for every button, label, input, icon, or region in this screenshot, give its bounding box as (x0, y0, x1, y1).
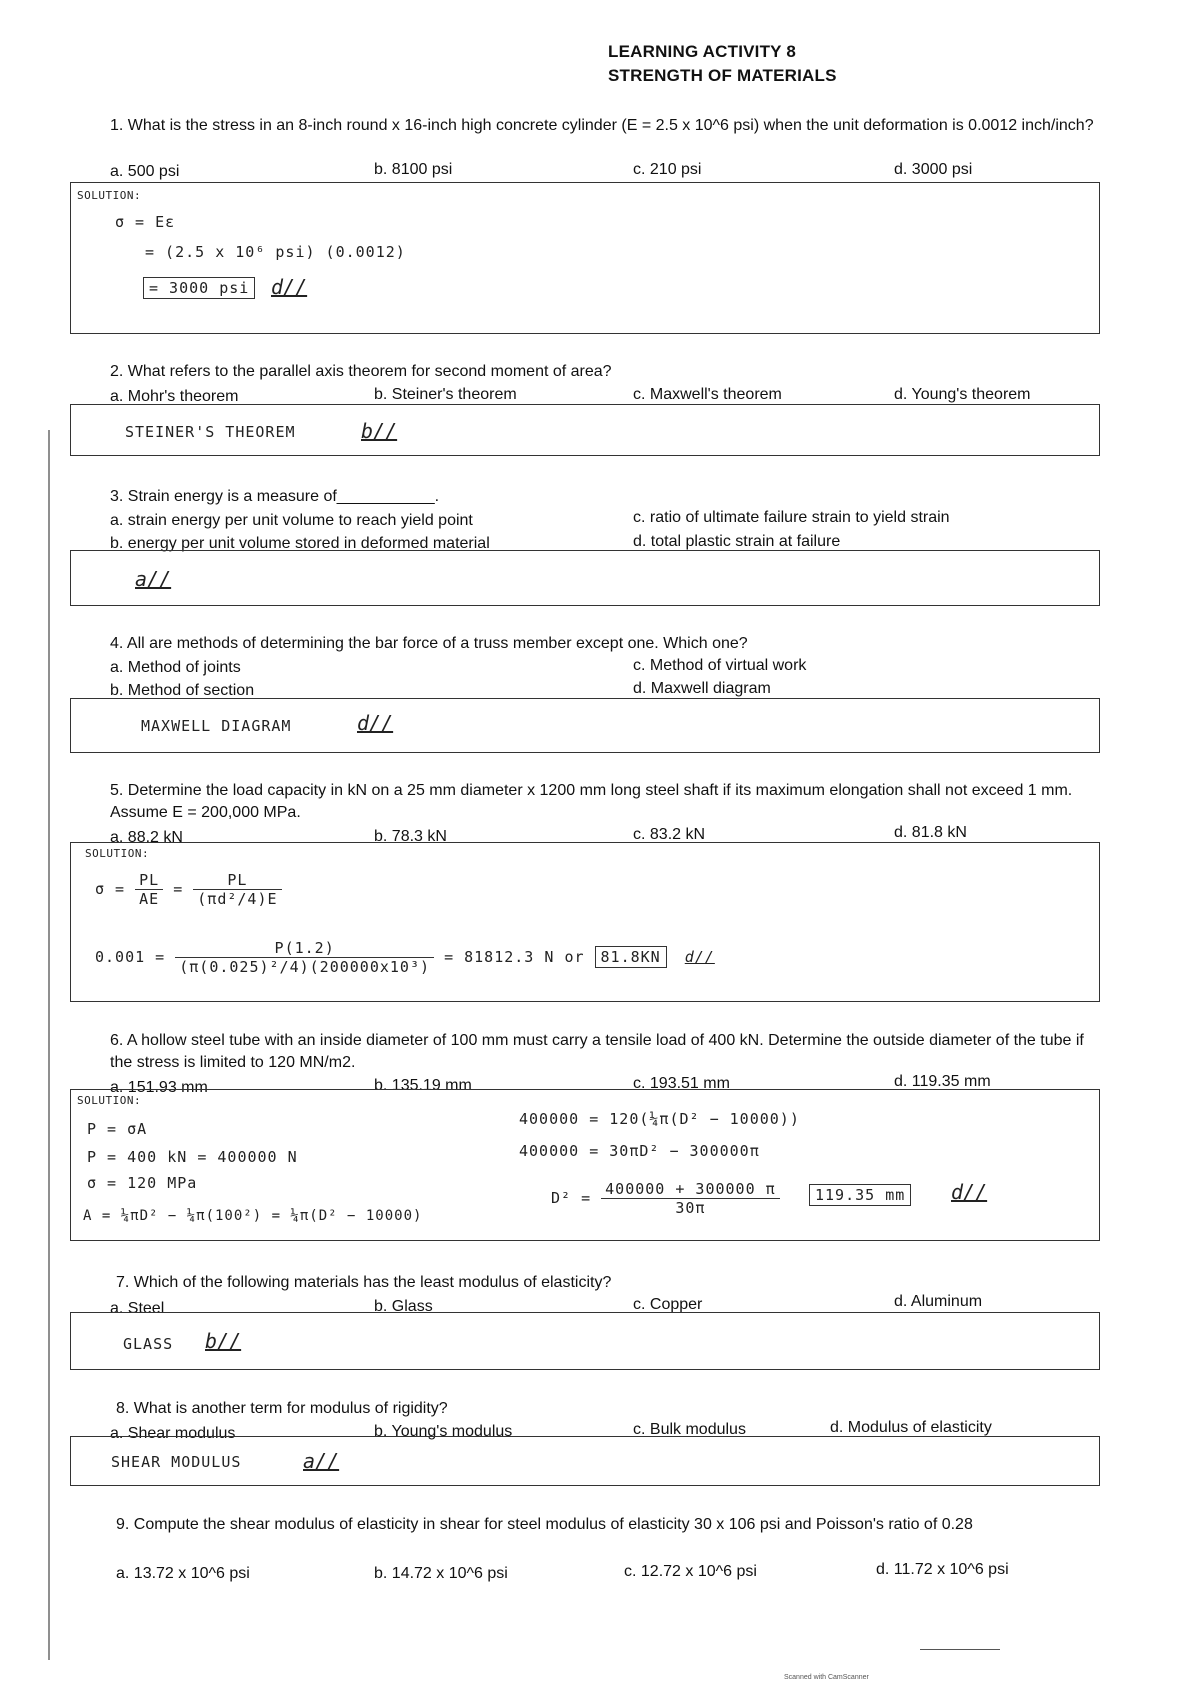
q1-final-answer: d// (271, 275, 308, 299)
question-7-text: 7. Which of the following materials has the least modulus of elasticity? (116, 1274, 612, 1291)
q6-final-answer: d// (951, 1180, 988, 1204)
q6-work-line-1: P = σA (87, 1120, 148, 1138)
q8-work-answer: SHEAR MODULUS (111, 1453, 242, 1471)
q3-answer-box (70, 550, 1100, 606)
q5-frac-2-den: (πd²/4)E (197, 890, 278, 908)
q6-frac-den: 30π (675, 1199, 706, 1217)
q6-answer-box (70, 1089, 1100, 1241)
q2-option-a: a. Mohr's theorem (110, 388, 239, 405)
q8-final-answer: a// (303, 1449, 340, 1473)
q5-frac-3-num: P(1.2) (175, 939, 434, 958)
q2-option-c: c. Maxwell's theorem (633, 386, 782, 403)
q6-work-line-4: A = ¼πD² − ¼π(100²) = ¼π(D² − 10000) (83, 1208, 423, 1224)
q5-frac-3 (175, 939, 434, 976)
q7-option-a: a. Steel (110, 1300, 165, 1317)
question-5-text: 5. Determine the load capacity in kN on a 25 mm diameter x 1200 mm long steel shaft if its maximum elongation shall not exceed 1 mm. Assume E = 200,000 MPa. (110, 782, 1073, 821)
q5-solution-label: SOLUTION: (85, 847, 150, 860)
q5-result-n: = 81812.3 N (444, 948, 555, 966)
question-2-text: 2. What refers to the parallel axis theorem for second moment of area? (110, 363, 612, 380)
q6-frac (601, 1180, 780, 1217)
q5-frac-2 (193, 871, 281, 908)
q5-option-b: b. 78.3 kN (374, 828, 447, 845)
question-3-text: 3. Strain energy is a measure of___________. (110, 488, 440, 505)
q7-work-answer: GLASS (123, 1335, 174, 1353)
q5-boxed-result: 81.8KN (595, 946, 667, 968)
question-1-text: 1. What is the stress in an 8-inch round x 16-inch high concrete cylinder (E = 2.5 x 10^6 psi) when the unit deformation is 0.0012 inch/inch? (110, 117, 1094, 134)
q4-option-d: d. Maxwell diagram (633, 680, 771, 697)
q5-work-equation (95, 939, 715, 976)
q6-work-line-6: 400000 = 30πD² − 300000π (519, 1142, 760, 1160)
q6-work-line-3: σ = 120 MPa (87, 1174, 198, 1192)
q5-equals: = (173, 880, 184, 898)
q5-sigma-eq: σ = (95, 880, 126, 898)
q2-work-answer: STEINER'S THEOREM (125, 423, 296, 441)
q2-option-d: d. Young's theorem (894, 386, 1031, 403)
q7-answer-box (70, 1312, 1100, 1370)
q1-option-b: b. 8100 psi (374, 161, 453, 178)
q1-solution-label: SOLUTION: (77, 189, 142, 202)
question-4-text: 4. All are methods of determining the bar force of a truss member except one. Which one? (110, 635, 748, 652)
q6-work-line-5: 400000 = 120(¼π(D² − 10000)) (519, 1110, 800, 1128)
q5-lhs: 0.001 = (95, 948, 166, 966)
q6-frac-num: 400000 + 300000 π (601, 1180, 780, 1199)
q9-option-c: c. 12.72 x 10^6 psi (624, 1563, 757, 1580)
q5-answer-box (70, 842, 1100, 1002)
q2-final-answer: b// (361, 419, 398, 443)
q1-boxed-result: = 3000 psi (143, 277, 255, 299)
scanner-watermark: Scanned with CamScanner (784, 1674, 869, 1681)
q7-final-answer: b// (205, 1329, 242, 1353)
q5-option-c: c. 83.2 kN (633, 826, 706, 843)
q6-work-d2 (551, 1180, 780, 1217)
q5-option-d: d. 81.8 kN (894, 824, 967, 841)
q5-frac-2-num: PL (193, 871, 281, 890)
q3-option-a: a. strain energy per unit volume to reach yield point (110, 512, 473, 529)
scan-margin-line (48, 430, 50, 1660)
activity-title: LEARNING ACTIVITY 8 (608, 42, 796, 61)
q6-option-c: c. 193.51 mm (633, 1075, 730, 1092)
question-9-text: 9. Compute the shear modulus of elasticity in shear for steel modulus of elasticity 30 x 106 psi and Poisson's ratio of 0.28 (116, 1516, 973, 1533)
q8-option-b: b. Young's modulus (374, 1423, 513, 1440)
q7-option-b: b. Glass (374, 1298, 433, 1315)
q5-frac-1 (135, 871, 163, 908)
q8-option-d: d. Modulus of elasticity (830, 1419, 992, 1436)
q1-work-line-1: σ = Eε (115, 213, 176, 231)
q9-option-b: b. 14.72 x 10^6 psi (374, 1565, 508, 1582)
q5-final-answer: d// (684, 948, 715, 966)
q3-option-d: d. total plastic strain at failure (633, 533, 841, 550)
q9-option-a: a. 13.72 x 10^6 psi (116, 1565, 250, 1582)
q1-answer-box (70, 182, 1100, 334)
q4-option-c: c. Method of virtual work (633, 657, 807, 674)
q5-option-a: a. 88.2 kN (110, 829, 183, 846)
q2-option-b: b. Steiner's theorem (374, 386, 517, 403)
subject-title: STRENGTH OF MATERIALS (608, 66, 837, 85)
q3-option-c: c. ratio of ultimate failure strain to yield strain (633, 509, 950, 526)
q3-final-answer: a// (135, 567, 172, 591)
footer-divider (920, 1649, 1000, 1650)
q3-option-b: b. energy per unit volume stored in deformed material (110, 535, 490, 552)
question-6-text: 6. A hollow steel tube with an inside diameter of 100 mm must carry a tensile load of 400 kN. Determine the outside diameter of the tube if the stress is limited to 120 MN/m2. (110, 1032, 1084, 1071)
q8-option-c: c. Bulk modulus (633, 1421, 746, 1438)
q1-option-c: c. 210 psi (633, 161, 702, 178)
q6-d2-eq: D² = (551, 1189, 592, 1207)
q5-frac-1-den: AE (139, 890, 160, 908)
q6-work-line-2: P = 400 kN = 400000 N (87, 1148, 298, 1166)
q6-option-d: d. 119.35 mm (894, 1073, 991, 1090)
q9-option-d: d. 11.72 x 10^6 psi (876, 1561, 1009, 1578)
q7-option-c: c. Copper (633, 1296, 703, 1313)
question-8-text: 8. What is another term for modulus of rigidity? (116, 1400, 448, 1417)
q8-answer-box (70, 1436, 1100, 1486)
q2-answer-box (70, 404, 1100, 456)
q4-work-answer: MAXWELL DIAGRAM (141, 717, 292, 735)
q4-answer-box (70, 698, 1100, 753)
q5-frac-1-num: PL (135, 871, 163, 890)
q5-work-sigma (95, 871, 282, 908)
q7-option-d: d. Aluminum (894, 1293, 983, 1310)
q6-solution-label: SOLUTION: (77, 1094, 142, 1107)
q1-option-d: d. 3000 psi (894, 161, 973, 178)
q1-option-a: a. 500 psi (110, 163, 180, 180)
q4-final-answer: d// (357, 711, 394, 735)
q5-frac-3-den: (π(0.025)²/4)(200000x10³) (179, 958, 431, 976)
q4-option-a: a. Method of joints (110, 659, 241, 676)
q4-option-b: b. Method of section (110, 682, 255, 699)
q6-option-b: b. 135.19 mm (374, 1077, 472, 1094)
q6-option-a: a. 151.93 mm (110, 1079, 208, 1096)
q8-option-a: a. Shear modulus (110, 1425, 236, 1442)
q5-or: or (564, 948, 585, 966)
q6-boxed-result: 119.35 mm (809, 1184, 911, 1206)
q1-work-line-2: = (2.5 x 10⁶ psi) (0.0012) (145, 243, 406, 261)
